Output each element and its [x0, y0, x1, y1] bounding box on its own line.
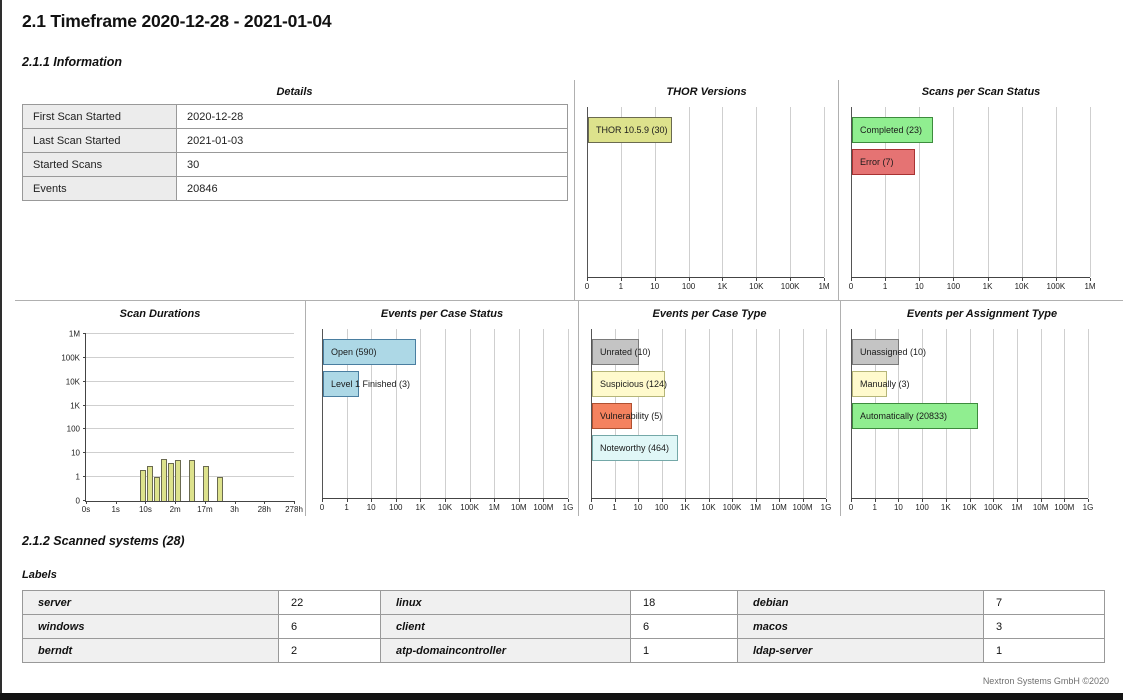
x-tick-mark: [953, 278, 954, 281]
y-tick-label: 1K: [70, 401, 80, 411]
x-tick-label: 10M: [511, 503, 527, 512]
y-tick-mark: [83, 381, 86, 382]
value-cell: 3: [984, 615, 1105, 639]
x-tick-mark: [175, 501, 176, 504]
gridline: [86, 428, 294, 429]
bar: [168, 463, 174, 501]
bar-label: THOR 10.5.9 (30): [596, 125, 668, 135]
x-tick-mark: [86, 501, 87, 504]
label-cell: atp-domaincontroller: [381, 639, 631, 663]
page-title: 2.1 Timeframe 2020-12-28 - 2021-01-04: [22, 11, 332, 31]
chart-plot-area: [61, 329, 303, 514]
details-panel: [15, 80, 574, 300]
x-tick-mark: [396, 499, 397, 502]
gridline: [420, 329, 421, 498]
x-tick-label: 1M: [818, 282, 830, 291]
x-tick-label: 100: [681, 282, 696, 291]
x-tick-label: 1K: [415, 503, 426, 512]
chart-events-per-assignment-type: [840, 301, 1123, 516]
gridline: [779, 329, 780, 498]
x-tick-label: 1: [618, 282, 624, 291]
x-tick-mark: [655, 278, 656, 281]
chart-title: Events per Assignment Type: [906, 308, 1058, 320]
x-tick-label: 0: [319, 503, 325, 512]
x-tick-mark: [803, 499, 804, 502]
details-row-label: Started Scans: [23, 153, 177, 177]
x-tick-label: 278h: [285, 505, 303, 514]
x-tick-label: 1G: [562, 503, 574, 512]
gridline: [722, 107, 723, 277]
gridline: [988, 107, 989, 277]
chart-thor-versions: [574, 80, 838, 300]
gridline: [685, 329, 686, 498]
x-tick-label: 100K: [780, 282, 800, 291]
gridline: [689, 107, 690, 277]
labels-row: [23, 639, 1105, 663]
labels-row: [23, 615, 1105, 639]
gridline: [826, 329, 827, 498]
gridline: [993, 329, 994, 498]
information-grid-top: [15, 80, 1123, 300]
x-tick-mark: [722, 278, 723, 281]
gridline: [732, 329, 733, 498]
label-cell: berndt: [23, 639, 279, 663]
x-tick-label: 1M: [749, 503, 762, 512]
bar: [175, 460, 181, 501]
x-tick-label: 1: [872, 503, 877, 512]
y-tick-mark: [83, 333, 86, 334]
x-tick-mark: [824, 278, 825, 281]
y-tick-mark: [83, 405, 86, 406]
gridline: [803, 329, 804, 498]
x-tick-label: 10K: [701, 503, 716, 512]
bar-label: Open (590): [331, 347, 377, 357]
labels-table: [22, 590, 1105, 663]
page-left-border: [0, 0, 2, 700]
x-tick-label: 10: [893, 503, 903, 512]
x-tick-mark: [685, 499, 686, 502]
x-tick-label: 10: [366, 503, 376, 512]
x-tick-label: 1K: [717, 282, 728, 291]
x-tick-mark: [235, 501, 236, 504]
x-tick-mark: [371, 499, 372, 502]
y-tick-mark: [83, 357, 86, 358]
gridline: [756, 107, 757, 277]
chart-scans-per-scan-status: [838, 80, 1123, 300]
x-tick-mark: [756, 278, 757, 281]
x-tick-label: 1G: [1082, 503, 1094, 512]
y-tick-label: 1M: [68, 329, 80, 339]
x-tick-label: 2m: [169, 505, 181, 514]
gridline: [790, 107, 791, 277]
x-tick-label: 0: [848, 503, 854, 512]
x-tick-mark: [1090, 278, 1091, 281]
x-tick-label: 1: [344, 503, 349, 512]
bar: [852, 339, 927, 365]
x-tick-label: 3h: [230, 505, 240, 514]
chart-events-per-case-status: [305, 301, 578, 516]
chart-scan-durations: [15, 301, 305, 516]
gridline: [1022, 107, 1023, 277]
x-tick-mark: [638, 499, 639, 502]
gridline: [568, 329, 569, 498]
gridline: [824, 107, 825, 277]
x-tick-mark: [732, 499, 733, 502]
chart-plot-wrap: [848, 329, 1094, 514]
gridline: [86, 333, 294, 334]
details-row-value: 2021-01-03: [177, 129, 568, 153]
x-tick-label: 1K: [982, 282, 993, 291]
x-tick-label: 0s: [81, 505, 91, 514]
x-tick-label: 1: [612, 503, 617, 512]
bar: [852, 403, 978, 429]
gridline: [470, 329, 471, 498]
x-tick-mark: [826, 499, 827, 502]
details-row: [23, 177, 568, 201]
chart-title: Events per Case Type: [652, 308, 767, 320]
label-cell: windows: [23, 615, 279, 639]
bar: [592, 371, 668, 397]
value-cell: 6: [631, 615, 738, 639]
bar-label: Completed (23): [860, 125, 923, 135]
x-tick-mark: [1022, 278, 1023, 281]
value-cell: 7: [984, 591, 1105, 615]
details-row-label: Last Scan Started: [23, 129, 177, 153]
x-tick-mark: [988, 278, 989, 281]
x-tick-mark: [946, 499, 947, 502]
details-title: Details: [276, 86, 313, 98]
y-tick-label: 10K: [65, 377, 80, 387]
chart-plot-wrap: [319, 329, 574, 514]
bar: [323, 371, 411, 397]
x-tick-mark: [1041, 499, 1042, 502]
gridline: [494, 329, 495, 498]
bar: [217, 477, 223, 501]
details-row-value: 2020-12-28: [177, 105, 568, 129]
x-tick-mark: [779, 499, 780, 502]
x-tick-mark: [1088, 499, 1089, 502]
x-tick-label: 10: [650, 282, 660, 291]
x-tick-label: 0: [588, 503, 594, 512]
labels-heading: Labels: [22, 569, 57, 581]
y-tick-label: 100: [66, 424, 80, 434]
value-cell: 22: [279, 591, 381, 615]
value-cell: 18: [631, 591, 738, 615]
x-tick-mark: [445, 499, 446, 502]
bar: [154, 477, 160, 501]
x-tick-mark: [885, 278, 886, 281]
chart-x-axis: [319, 499, 574, 514]
x-tick-mark: [543, 499, 544, 502]
bar: [161, 459, 167, 501]
gridline: [1041, 329, 1042, 498]
x-tick-label: 100: [654, 503, 669, 512]
details-row: [23, 129, 568, 153]
details-table: [22, 104, 568, 201]
bar: [323, 339, 416, 365]
x-tick-label: 100K: [1046, 282, 1066, 291]
value-cell: 6: [279, 615, 381, 639]
gridline: [1017, 329, 1018, 498]
chart-plot-area: [587, 107, 824, 278]
chart-x-axis: [588, 499, 832, 514]
x-tick-label: 10M: [1032, 503, 1049, 512]
x-tick-mark: [875, 499, 876, 502]
x-tick-label: 100K: [983, 503, 1003, 512]
label-cell: debian: [738, 591, 984, 615]
bar: [592, 403, 663, 429]
x-tick-mark: [145, 501, 146, 504]
x-tick-label: 100M: [792, 503, 813, 512]
x-tick-label: 1s: [111, 505, 120, 514]
bar: [852, 117, 933, 143]
bar: [203, 466, 209, 501]
x-tick-label: 100K: [722, 503, 742, 512]
gridline: [1090, 107, 1091, 277]
x-tick-label: 0: [848, 282, 854, 291]
x-tick-mark: [568, 499, 569, 502]
information-grid-bottom: [15, 300, 1123, 516]
details-row-label: Events: [23, 177, 177, 201]
bar-label: Automatically (20833): [860, 411, 948, 421]
bar: [140, 470, 146, 501]
y-tick-mark: [83, 476, 86, 477]
x-tick-mark: [519, 499, 520, 502]
x-tick-mark: [621, 278, 622, 281]
gridline: [1056, 107, 1057, 277]
x-tick-label: 10: [914, 282, 924, 291]
x-tick-label: 1: [882, 282, 888, 291]
x-tick-mark: [993, 499, 994, 502]
details-row-value: 30: [177, 153, 568, 177]
x-tick-label: 1M: [1011, 503, 1023, 512]
chart-title: THOR Versions: [666, 86, 747, 98]
x-tick-label: 10: [633, 503, 643, 512]
chart-x-axis: [848, 499, 1094, 514]
y-tick-label: 1: [75, 472, 80, 482]
label-cell: ldap-server: [738, 639, 984, 663]
x-tick-label: 28h: [257, 505, 271, 514]
gridline: [1064, 329, 1065, 498]
x-tick-label: 0: [584, 282, 590, 291]
page-bottom-border: [0, 693, 1123, 700]
gridline: [86, 381, 294, 382]
bar-label: Manually (3): [860, 379, 910, 389]
gridline: [709, 329, 710, 498]
gridline: [86, 452, 294, 453]
x-tick-label: 10s: [138, 505, 152, 514]
x-tick-label: 100: [946, 282, 961, 291]
gridline: [445, 329, 446, 498]
x-tick-label: 100K: [460, 503, 479, 512]
chart-title: Events per Case Status: [380, 308, 504, 320]
x-tick-mark: [322, 499, 323, 502]
x-tick-mark: [1064, 499, 1065, 502]
x-tick-label: 100M: [533, 503, 554, 512]
value-cell: 2: [279, 639, 381, 663]
x-tick-mark: [970, 499, 971, 502]
x-tick-mark: [851, 278, 852, 281]
x-tick-mark: [205, 501, 206, 504]
gridline: [1088, 329, 1089, 498]
gridline: [543, 329, 544, 498]
chart-plot-wrap: [848, 107, 1096, 293]
bar: [588, 117, 672, 143]
x-tick-mark: [851, 499, 852, 502]
details-row-label: First Scan Started: [23, 105, 177, 129]
x-tick-mark: [689, 278, 690, 281]
chart-plot-wrap: [584, 107, 830, 293]
details-row: [23, 153, 568, 177]
x-tick-label: 100: [915, 503, 929, 512]
gridline: [86, 405, 294, 406]
y-tick-label: 0: [75, 496, 80, 506]
bar-label: Noteworthy (464): [600, 443, 670, 453]
label-cell: linux: [381, 591, 631, 615]
label-cell: macos: [738, 615, 984, 639]
x-tick-label: 17m: [197, 505, 213, 514]
gridline: [519, 329, 520, 498]
bar-label: Unrated (10): [600, 347, 651, 357]
bar-label: Unassigned (10): [860, 347, 927, 357]
x-tick-mark: [591, 499, 592, 502]
bar: [592, 339, 651, 365]
y-tick-mark: [83, 428, 86, 429]
labels-row: [23, 591, 1105, 615]
x-tick-mark: [494, 499, 495, 502]
chart-title: Scans per Scan Status: [921, 86, 1041, 98]
x-tick-mark: [919, 278, 920, 281]
x-tick-mark: [294, 501, 295, 504]
details-row-value: 20846: [177, 177, 568, 201]
x-tick-label: 100M: [1054, 503, 1075, 512]
footer-text: Nextron Systems GmbH ©2020: [982, 676, 1109, 686]
bar: [189, 460, 195, 501]
x-tick-mark: [1017, 499, 1018, 502]
gridline: [756, 329, 757, 498]
x-tick-mark: [1056, 278, 1057, 281]
y-tick-label: 10: [71, 448, 80, 458]
value-cell: 1: [631, 639, 738, 663]
bar-label: Error (7): [860, 157, 894, 167]
bar-label: Suspicious (124): [600, 379, 668, 389]
y-tick-label: 100K: [61, 353, 80, 363]
chart-plot-area: [851, 107, 1090, 278]
x-tick-mark: [709, 499, 710, 502]
gridline: [86, 357, 294, 358]
y-tick-mark: [83, 452, 86, 453]
x-tick-mark: [347, 499, 348, 502]
bar-label: Vulnerability (5): [600, 411, 663, 421]
x-tick-label: 10K: [1014, 282, 1029, 291]
x-tick-mark: [922, 499, 923, 502]
chart-plot-area: [851, 329, 1088, 499]
x-tick-mark: [420, 499, 421, 502]
gridline: [953, 107, 954, 277]
chart-plot-wrap: [588, 329, 832, 514]
x-tick-label: 10K: [749, 282, 764, 291]
x-tick-label: 1M: [1084, 282, 1096, 291]
bar: [147, 466, 153, 501]
x-tick-mark: [470, 499, 471, 502]
x-tick-mark: [615, 499, 616, 502]
x-tick-label: 1G: [820, 503, 832, 512]
x-tick-label: 1M: [488, 503, 500, 512]
label-cell: server: [23, 591, 279, 615]
details-row: [23, 105, 568, 129]
x-tick-mark: [898, 499, 899, 502]
bar: [852, 149, 915, 175]
x-tick-label: 1K: [680, 503, 690, 512]
x-tick-label: 10K: [962, 503, 977, 512]
x-tick-mark: [264, 501, 265, 504]
value-cell: 1: [984, 639, 1105, 663]
x-tick-mark: [587, 278, 588, 281]
chart-plot-area: [591, 329, 826, 499]
x-tick-mark: [116, 501, 117, 504]
x-tick-mark: [662, 499, 663, 502]
x-tick-label: 100: [389, 503, 403, 512]
section-scanned-systems-heading: 2.1.2 Scanned systems (28): [22, 534, 185, 548]
chart-title: Scan Durations: [119, 308, 201, 320]
x-tick-mark: [790, 278, 791, 281]
x-tick-label: 10K: [437, 503, 453, 512]
x-tick-label: 1K: [940, 503, 951, 512]
bar-label: Level 1 Finished (3): [331, 379, 411, 389]
label-cell: client: [381, 615, 631, 639]
x-tick-mark: [756, 499, 757, 502]
bar: [592, 435, 678, 461]
bar: [852, 371, 910, 397]
chart-events-per-case-type: [578, 301, 840, 516]
x-tick-label: 10M: [771, 503, 787, 512]
section-information-heading: 2.1.1 Information: [22, 55, 123, 69]
chart-plot-area: [322, 329, 568, 499]
chart-x-axis: [584, 278, 830, 293]
chart-x-axis: [848, 278, 1096, 293]
